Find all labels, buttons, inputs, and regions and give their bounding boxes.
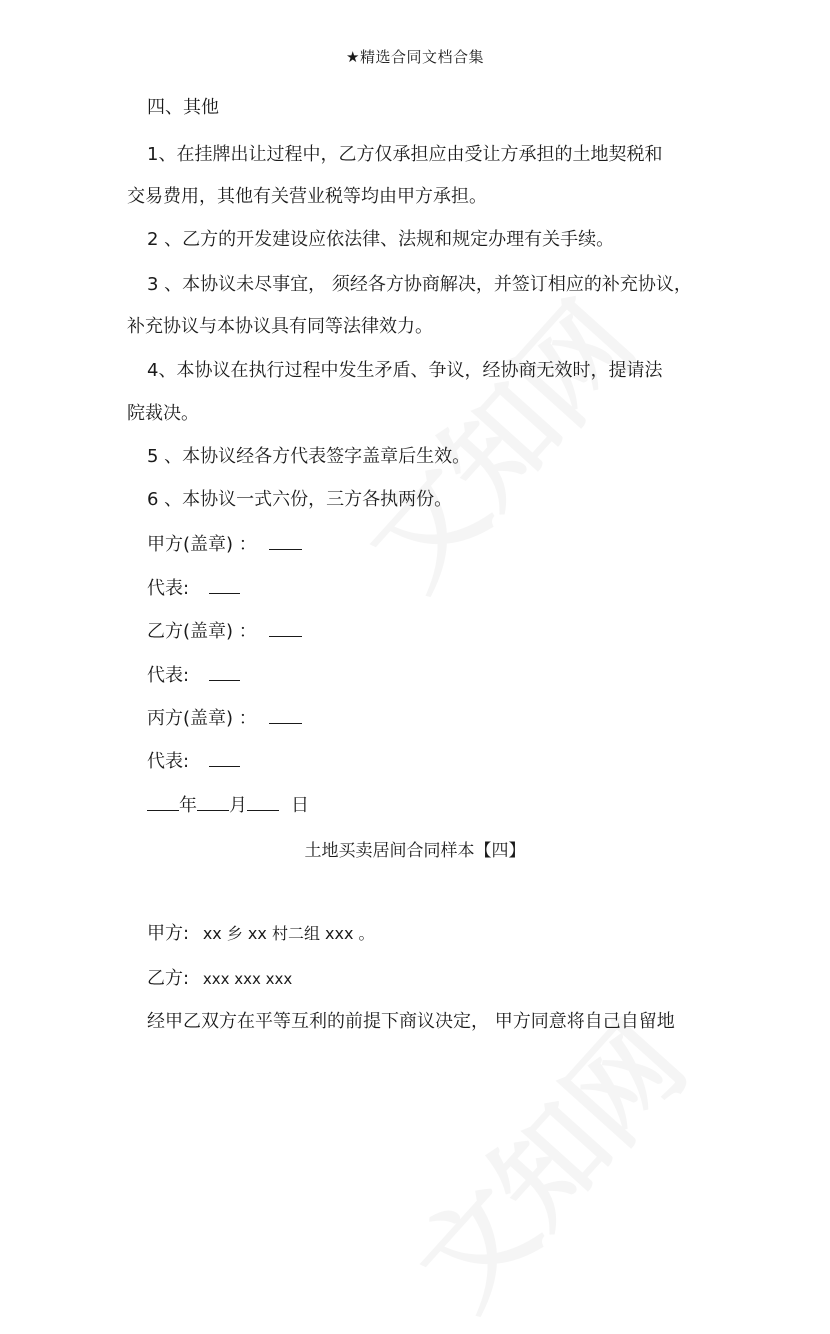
party-b-value: xxx xxx xxx: [202, 970, 293, 988]
contract-intro: 经甲乙双方在平等互利的前提下商议决定， 甲方同意将自己自留地: [147, 1011, 675, 1032]
rep-b-label: 代表:: [147, 665, 190, 686]
rep-a-label: 代表:: [147, 578, 190, 599]
signature-rep-a: [147, 575, 240, 601]
day-blank: [247, 792, 279, 811]
signature-party-c: [147, 705, 302, 731]
month-label: 月: [229, 795, 247, 816]
clause-line: 交易费用，其他有关营业税等均由甲方承担。: [127, 186, 487, 207]
clause-line: 6 、本协议一式六份，三方各执两份。: [147, 489, 453, 510]
party-a-label: 甲方:: [147, 923, 190, 944]
clause-line: 1、在挂牌出让过程中，乙方仅承担应由受让方承担的土地契税和: [147, 144, 663, 165]
clause-line: 4、本协议在执行过程中发生矛盾、争议，经协商无效时，提请法: [147, 360, 663, 381]
rep-c-blank: [209, 748, 240, 767]
party-a-label: 甲方(盖章) ：: [147, 534, 257, 555]
clause-line: 3 、本协议未尽事宜， 须经各方协商解决，并签订相应的补充协议，: [147, 274, 692, 295]
document-header: ★精选合同文档合集: [346, 48, 484, 66]
clause-line: 2 、乙方的开发建设应依法律、法规和规定办理有关手续。: [147, 229, 615, 250]
rep-b-blank: [209, 662, 240, 681]
contract-party-a: [147, 922, 375, 946]
party-c-label: 丙方(盖章) ：: [147, 708, 257, 729]
clause-line: 补充协议与本协议具有同等法律效力。: [127, 316, 433, 337]
year-blank: [147, 792, 179, 811]
section-heading: 四、其他: [147, 97, 219, 118]
party-a-blank: [269, 531, 302, 550]
year-label: 年: [179, 795, 197, 816]
party-c-blank: [269, 705, 302, 724]
party-b-label: 乙方(盖章) ：: [147, 621, 257, 642]
month-blank: [197, 792, 229, 811]
signature-rep-c: [147, 748, 240, 774]
day-label: 日: [291, 795, 309, 816]
clause-line: 5 、本协议经各方代表签字盖章后生效。: [147, 446, 471, 467]
signature-date: [147, 792, 309, 818]
signature-rep-b: [147, 662, 240, 688]
contract-title: 土地买卖居间合同样本【四】: [304, 841, 526, 861]
party-a-value: xx 乡 xx 村二组 xxx 。: [202, 924, 375, 943]
contract-party-b: [147, 967, 292, 991]
signature-party-b: [147, 618, 302, 644]
party-b-label: 乙方:: [147, 968, 190, 989]
rep-c-label: 代表:: [147, 751, 190, 772]
clause-line: 院裁决。: [127, 403, 199, 424]
watermark: [376, 984, 714, 1334]
party-b-blank: [269, 618, 302, 637]
rep-a-blank: [209, 575, 240, 594]
signature-party-a: [147, 531, 302, 557]
